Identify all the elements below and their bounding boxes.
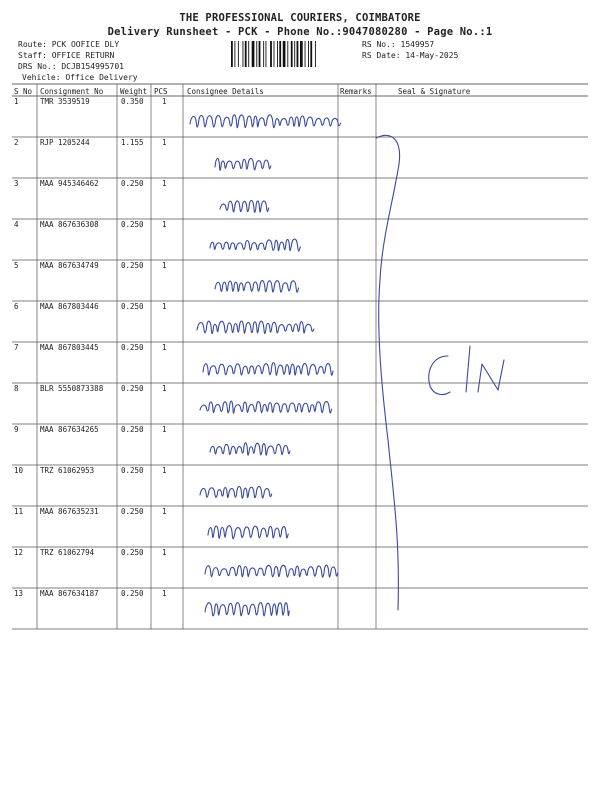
route-line: Route: PCK OOFICE DLY — [18, 40, 120, 49]
row-pcs: 1 — [162, 179, 167, 188]
row-sno: 9 — [14, 425, 19, 434]
header-remarks: Remarks — [340, 87, 372, 96]
handwritten-consignee-name — [197, 321, 314, 333]
row-pcs: 1 — [162, 384, 167, 393]
row-sno: 1 — [14, 97, 19, 106]
signature-bracket — [376, 135, 400, 610]
row-weight: 0.250 — [121, 589, 144, 598]
row-sno: 4 — [14, 220, 19, 229]
row-pcs: 1 — [162, 97, 167, 106]
row-consignment-number: MAA 867635231 — [40, 507, 99, 516]
handwritten-consignee-name — [205, 565, 338, 577]
handwritten-consignee-name — [190, 115, 341, 128]
row-sno: 11 — [14, 507, 24, 516]
row-consignment-number: MAA 867634265 — [40, 425, 99, 434]
row-consignment-number: MAA 867803446 — [40, 302, 99, 311]
row-consignment-number: MAA 945346462 — [40, 179, 99, 188]
row-sno: 10 — [14, 466, 24, 475]
signature-mark-slash — [466, 346, 470, 392]
rs-date: RS Date: 14-May-2025 — [362, 51, 459, 60]
row-consignment-number: TRZ 61062953 — [40, 466, 95, 475]
row-weight: 0.250 — [121, 507, 144, 516]
row-sno: 13 — [14, 589, 24, 598]
handwritten-consignee-name — [208, 526, 288, 539]
handwritten-consignee-name — [200, 486, 272, 498]
row-pcs: 1 — [162, 589, 167, 598]
handwritten-consignee-name — [215, 158, 271, 170]
handwritten-consignee-name — [210, 239, 300, 251]
signature-mark-n — [478, 360, 504, 392]
handwritten-consignee-name — [210, 443, 290, 456]
row-weight: 0.250 — [121, 548, 144, 557]
row-consignment-number: MAA 867803445 — [40, 343, 99, 352]
handwritten-consignee-name — [220, 200, 269, 212]
row-sno: 8 — [14, 384, 19, 393]
row-weight: 1.155 — [121, 138, 144, 147]
row-weight: 0.250 — [121, 302, 144, 311]
row-consignment-number: TMR 3539519 — [40, 97, 90, 106]
signature-mark-c — [429, 356, 450, 394]
company-title: THE PROFESSIONAL COURIERS, COIMBATORE — [179, 12, 421, 24]
row-weight: 0.350 — [121, 97, 144, 106]
row-pcs: 1 — [162, 425, 167, 434]
drs-number: DRS No.: DCJB154995701 — [18, 62, 124, 71]
row-sno: 2 — [14, 138, 19, 147]
row-consignment-number: RJP 1205244 — [40, 138, 90, 147]
row-sno: 12 — [14, 548, 24, 557]
row-pcs: 1 — [162, 220, 167, 229]
row-pcs: 1 — [162, 138, 167, 147]
row-weight: 0.250 — [121, 466, 144, 475]
row-weight: 0.250 — [121, 384, 144, 393]
row-pcs: 1 — [162, 261, 167, 270]
row-weight: 0.250 — [121, 179, 144, 188]
handwritten-consignee-name — [205, 603, 289, 616]
row-consignment-number: MAA 867634187 — [40, 589, 99, 598]
row-sno: 7 — [14, 343, 19, 352]
header-pcs: PCS — [154, 87, 168, 96]
staff-line: Staff: OFFICE RETURN — [18, 51, 115, 60]
row-pcs: 1 — [162, 466, 167, 475]
handwritten-consignee-name — [203, 363, 333, 376]
row-sno: 3 — [14, 179, 19, 188]
row-consignment-number: MAA 867636308 — [40, 220, 99, 229]
header-consignment: Consignment No — [40, 87, 104, 96]
row-sno: 5 — [14, 261, 19, 270]
row-pcs: 1 — [162, 343, 167, 352]
header-sno: S No — [14, 87, 33, 96]
row-weight: 0.250 — [121, 261, 144, 270]
row-sno: 6 — [14, 302, 19, 311]
vehicle-line: Vehicle: Office Delivery — [22, 73, 138, 82]
row-weight: 0.250 — [121, 343, 144, 352]
rs-number: RS No.: 1549957 — [362, 40, 435, 49]
row-consignment-number: TRZ 61062794 — [40, 548, 95, 557]
row-weight: 0.250 — [121, 220, 144, 229]
row-pcs: 1 — [162, 302, 167, 311]
row-weight: 0.250 — [121, 425, 144, 434]
row-consignment-number: BLR 5550873388 — [40, 384, 104, 393]
handwritten-consignee-name — [200, 401, 332, 413]
row-pcs: 1 — [162, 548, 167, 557]
header-seal-signature: Seal & Signature — [398, 87, 471, 96]
handwritten-consignee-name — [215, 281, 299, 293]
header-weight: Weight — [120, 87, 148, 96]
header-consignee: Consignee Details — [187, 87, 264, 96]
row-pcs: 1 — [162, 507, 167, 516]
row-consignment-number: MAA 867634749 — [40, 261, 99, 270]
runsheet-heading: Delivery Runsheet - PCK - Phone No.:9047080280 - Page No.:1 — [107, 26, 493, 38]
